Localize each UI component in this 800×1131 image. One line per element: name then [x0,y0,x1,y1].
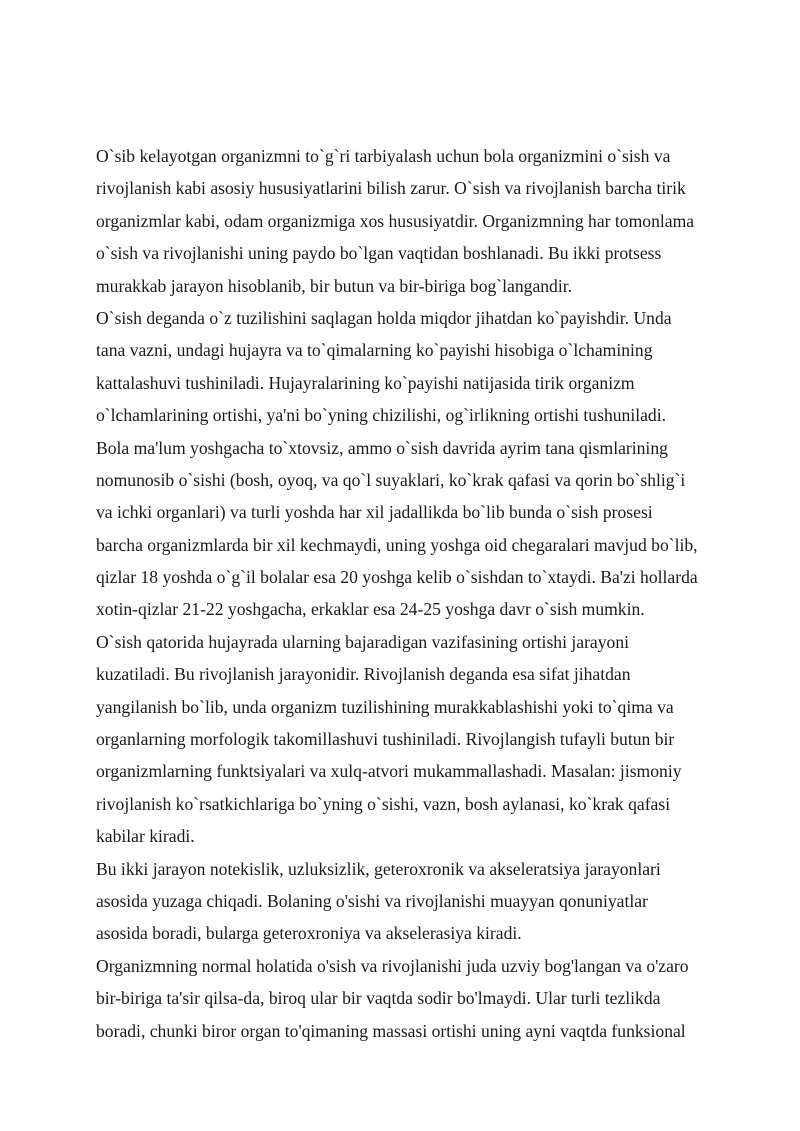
text-line: xotin-qizlar 21-22 yoshgacha, erkaklar esa 24-25 yoshga davr o`sish mumkin. [96,599,645,620]
text-line: o`sish va rivojlanishi uning paydo bo`lgan vaqtidan boshlanadi. Bu ikki protsess [96,243,662,264]
text-line: yangilanish bo`lib, unda organizm tuzilishining murakkablashishi yoki to`qima va [96,696,674,717]
text-line: O`sib kelayotgan organizmni to`g`ri tarbiyalash uchun bola organizmini o`sish va [96,146,671,166]
text-line: Bu ikki jarayon notekislik, uzluksizlik, geteroxronik va akseleratsiya jarayonlari [96,858,661,879]
text-line: tana vazni, undagi hujayra va to`qimalarning ko`payishi hisobiga o`lchamining [96,340,653,361]
text-line: kabilar kiradi. [96,826,195,847]
text-line: qizlar 18 yoshda o`g`il bolalar esa 20 yoshga kelib o`sishdan to`xtaydi. Ba'zi hollarda [96,567,698,588]
text-line: asosida yuzaga chiqadi. Bolaning o'sishi va rivojlanishi muayyan qonuniyatlar [96,890,648,911]
text-line: organizmlarning funktsiyalari va xulq-atvori mukammallashadi. Masalan: jismoniy [96,761,682,782]
text-line: organizmlar kabi, odam organizmiga xos hususiyatdir. Organizmning har tomonlama [96,210,695,231]
text-line: murakkab jarayon hisoblanib, bir butun va bir-biriga bog`langandir. [96,275,573,296]
text-line: Bola ma'lum yoshgacha to`xtovsiz, ammo o`sish davrida ayrim tana qismlarining [96,437,668,458]
text-line: bir-biriga ta'sir qilsa-da, biroq ular bir vaqtda sodir bo'lmaydi. Ular turli tezlikda [96,988,661,1009]
text-line: va ichki organlari) va turli yoshda har xil jadallikda bo`lib bunda o`sish prosesi [96,502,653,523]
body-text [96,140,736,1047]
text-line: Organizmning normal holatida o'sish va rivojlanishi juda uzviy bog'langan va o'zaro [96,955,689,976]
text-line: o`lchamlarining ortishi, ya'ni bo`yning chizilishi, og`irlikning ortishi tushuniladi. [96,405,667,426]
text-line: boradi, chunki biror organ to'qimaning massasi ortishi uning ayni vaqtda funksional [96,1020,686,1041]
text-line: O`sish qatorida hujayrada ularning bajaradigan vazifasining ortishi jarayoni [96,631,630,652]
text-line: organlarning morfologik takomillashuvi tushiniladi. Rivojlangish tufayli butun bir [96,729,675,750]
text-line: asosida boradi, bularga geteroxroniya va akselerasiya kiradi. [96,923,522,944]
text-line: rivojlanish ko`rsatkichlariga bo`yning o`sishi, vazn, bosh aylanasi, ko`krak qafasi [96,793,671,814]
text-line: rivojlanish kabi asosiy hususiyatlarini bilish zarur. O`sish va rivojlanish barcha tirik [96,178,686,199]
text-line: kuzatiladi. Bu rivojlanish jarayonidir. Rivojlanish deganda esa sifat jihatdan [96,664,631,685]
text-line: barcha organizmlarda bir xil kechmaydi, uning yoshga oid chegaralari mavjud bo`lib, [96,534,698,555]
text-line: nomunosib o`sishi (bosh, oyoq, va qo`l suyaklari, ko`krak qafasi va qorin bo`shlig`i [96,469,686,490]
text-line: O`sish deganda o`z tuzilishini saqlagan holda miqdor jihatdan ko`payishdir. Unda [96,307,672,328]
text-line: kattalashuvi tushiniladi. Hujayralarining ko`payishi natijasida tirik organizm [96,372,635,393]
